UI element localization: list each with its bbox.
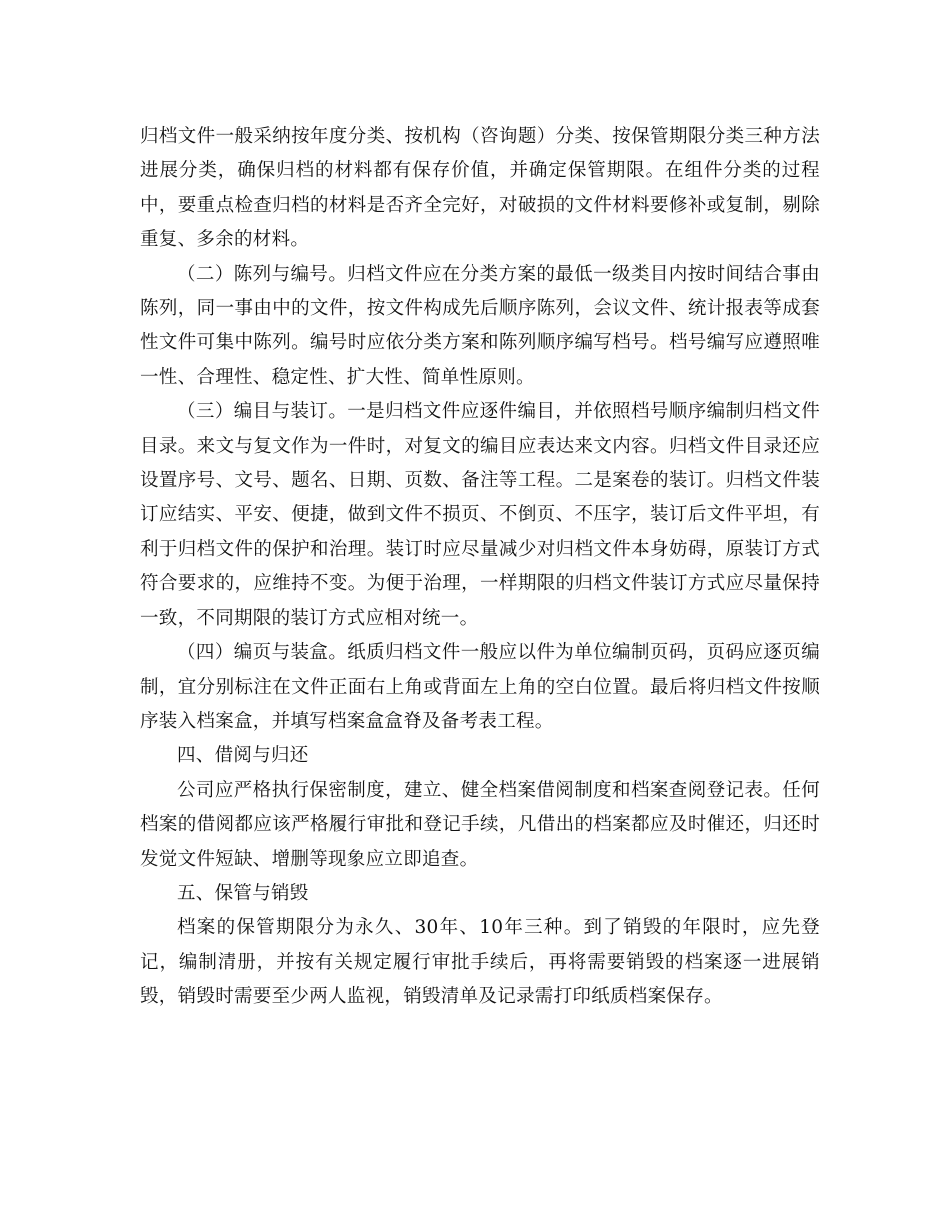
paragraph-cataloging-binding: （三）编目与装订。一是归档文件应逐件编目，并依照档号顺序编制归档文件目录。来文与复文作为一件时，对复文的编目应表达来文内容。归档文件目录还应设置序号、文号、题名、日期、页数、备注等工程。二是案卷的装订。归档文件装订应结实、平安、便捷，做到文件不损页、不倒页、不压字，装订后文件平坦，有利于归档文件的保护和治理。装订时应尽量减少对归档文件本身妨碍，原装订方式符合要求的，应维持不变。为便于治理，一样期限的归档文件装订方式应尽量保持一致，不同期限的装订方式应相对统一。 (140, 401, 820, 629)
section-heading-storage: 五、保管与销毁 (177, 882, 309, 904)
paragraph-arrangement-numbering: （二）陈列与编号。归档文件应在分类方案的最低一级类目内按时间结合事由陈列，同一事由中的文件，按文件构成先后顺序陈列，会议文件、统计报表等成套性文件可集中陈列。编号时应依分类方案和陈列顺序编写档号。档号编写应遵照唯一性、合理性、稳定性、扩大性、简单性原则。 (140, 263, 820, 388)
paragraph-borrowing-return: 公司应严格执行保密制度，建立、健全档案借阅制度和档案查阅登记表。任何档案的借阅都应该严格履行审批和登记手续，凡借出的档案都应及时催还，归还时发觉文件短缺、增删等现象应立即追查。 (140, 779, 820, 870)
paragraph-classification: 归档文件一般采纳按年度分类、按机构（咨询题）分类、按保管期限分类三种方法进展分类，确保归档的材料都有保存价值，并确定保管期限。在组件分类的过程中，要重点检查归档的材料是否齐全完好，对破损的文件材料要修补或复制，剔除重复、多余的材料。 (140, 126, 820, 251)
paragraph-pagination-boxing: （四）编页与装盒。纸质归档文件一般应以件为单位编制页码，页码应逐页编制，宜分别标注在文件正面右上角或背面左上角的空白位置。最后将归档文件按顺序装入档案盒，并填写档案盒盒脊及备考表工程。 (140, 642, 820, 732)
paragraph-storage-destruction: 档案的保管期限分为永久、30年、10年三种。到了销毁的年限时，应先登记，编制清册，并按有关规定履行审批手续后，再将需要销毁的档案逐一进展销毁，销毁时需要至少两人监视，销毁清单及记录需打印纸质档案保存。 (140, 917, 820, 1008)
section-heading-borrowing: 四、借阅与归还 (177, 745, 309, 767)
document-page (140, 120, 820, 1015)
